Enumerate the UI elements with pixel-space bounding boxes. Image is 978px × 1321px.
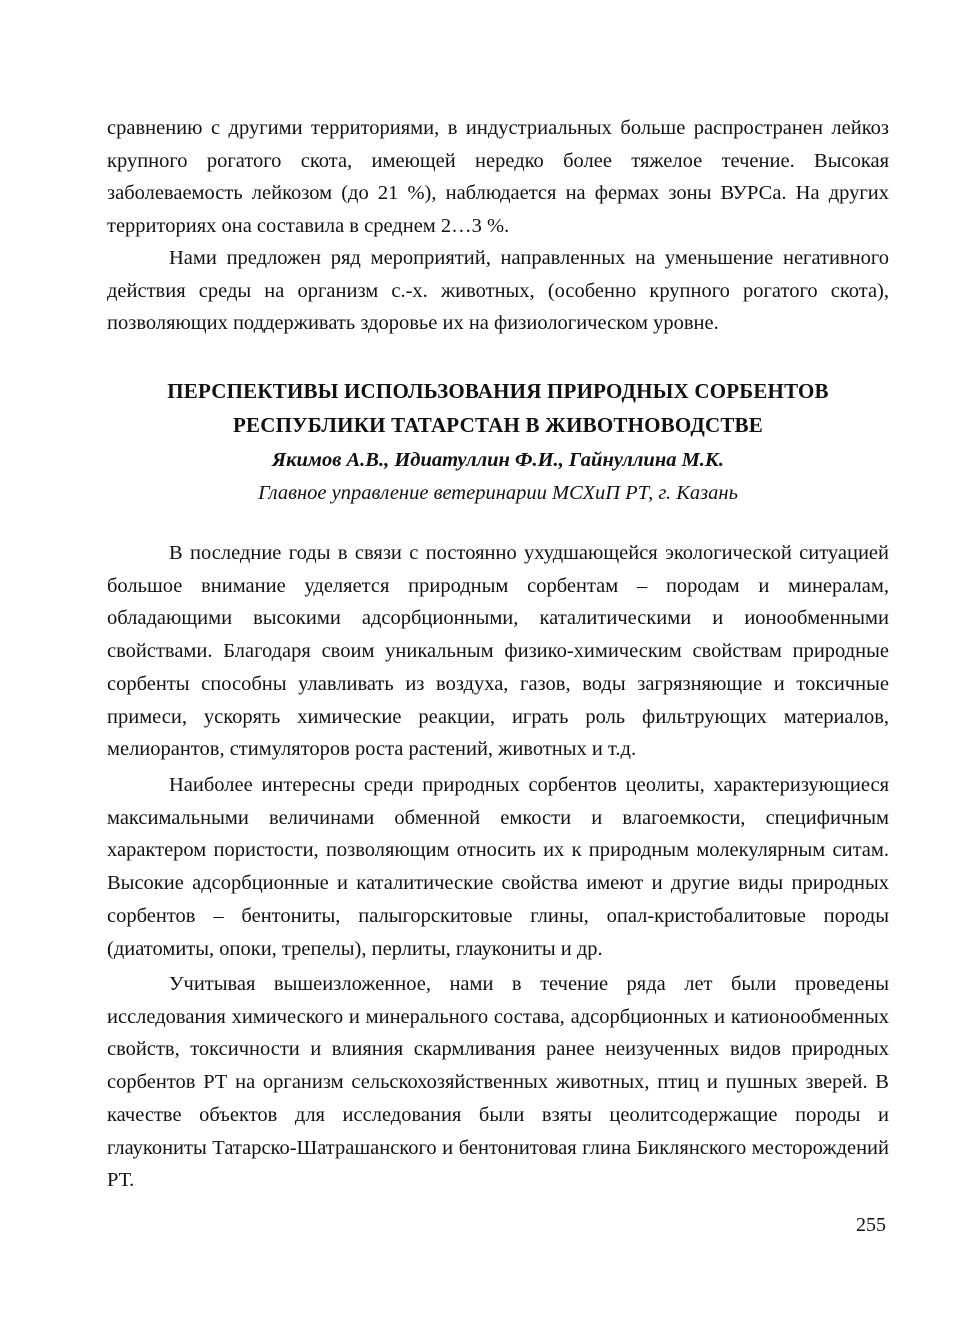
paragraph-continuation: сравнению с другими территориями, в индустриальных больше распространен лейкоз крупного рогатого скота, имеющей нередко более тяжелое течение. Высокая заболеваемость лейкозом (до 21 %), наблюдается на фермах зоны ВУРСа. На других территориях она составила в среднем 2…3 %.: [107, 117, 889, 238]
article-title-line-2: РЕСПУБЛИКИ ТАТАРСТАН В ЖИВОТНОВОДСТВЕ: [233, 413, 763, 437]
article-title-line-1: ПЕРСПЕКТИВЫ ИСПОЛЬЗОВАНИЯ ПРИРОДНЫХ СОРБЕНТОВ: [167, 379, 829, 403]
page-number: 255: [856, 1214, 886, 1236]
paragraph-measures: Нами предложен ряд мероприятий, направленных на уменьшение негативного действия среды на организм с.-х. животных, (особенно крупного рогатого скота), позволяющих поддерживать здоровье их на физиологическом уровне.: [107, 247, 889, 335]
article-title: [107, 374, 889, 442]
paragraph-zeolites: Наиболее интересны среди природных сорбентов цеолиты, характеризующиеся максимальными величинами обменной емкости и влагоемкости, специфичным характером пористости, позволяющим относить их к природным молекулярным ситам. Высокие адсорбционные и каталитические свойства имеют и другие виды природных сорбентов – бентониты, палыгорскитовые глины, опал-кристобалитовые породы (диатомиты, опоки, трепелы), перлиты, глаукониты и др.: [107, 774, 889, 960]
paragraph-recent-years: В последние годы в связи с постоянно ухудшающейся экологической ситуацией большое внимание уделяется природным сорбентам – породам и минералам, обладающими высокими адсорбционными, каталитическими и ионообменными свойствами. Благодаря своим уникальным физико-химическим свойствам природные сорбенты способны улавливать из воздуха, газов, воды загрязняющие и токсичные примеси, ускорять химические реакции, играть роль фильтрующих материалов, мелиорантов, стимуляторов роста растений, животных и т.д.: [107, 542, 889, 761]
article-authors: Якимов А.В., Идиатуллин Ф.И., Гайнуллина М.К.: [272, 449, 724, 471]
paragraph-studies: Учитывая вышеизложенное, нами в течение ряда лет были проведены исследования химического и минерального состава, адсорбционных и катионообменных свойств, токсичности и влияния скармливания ранее неизученных видов природных сорбентов РТ на организм сельскохозяйственных животных, птиц и пушных зверей. В качестве объектов для исследования были взяты цеолитсодержащие породы и глаукониты Татарско-Шатрашанского и бентонитовая глина Биклянского месторождений РТ.: [107, 973, 889, 1192]
article-affiliation: Главное управление ветеринарии МСХиП РТ, г. Казань: [258, 482, 738, 504]
